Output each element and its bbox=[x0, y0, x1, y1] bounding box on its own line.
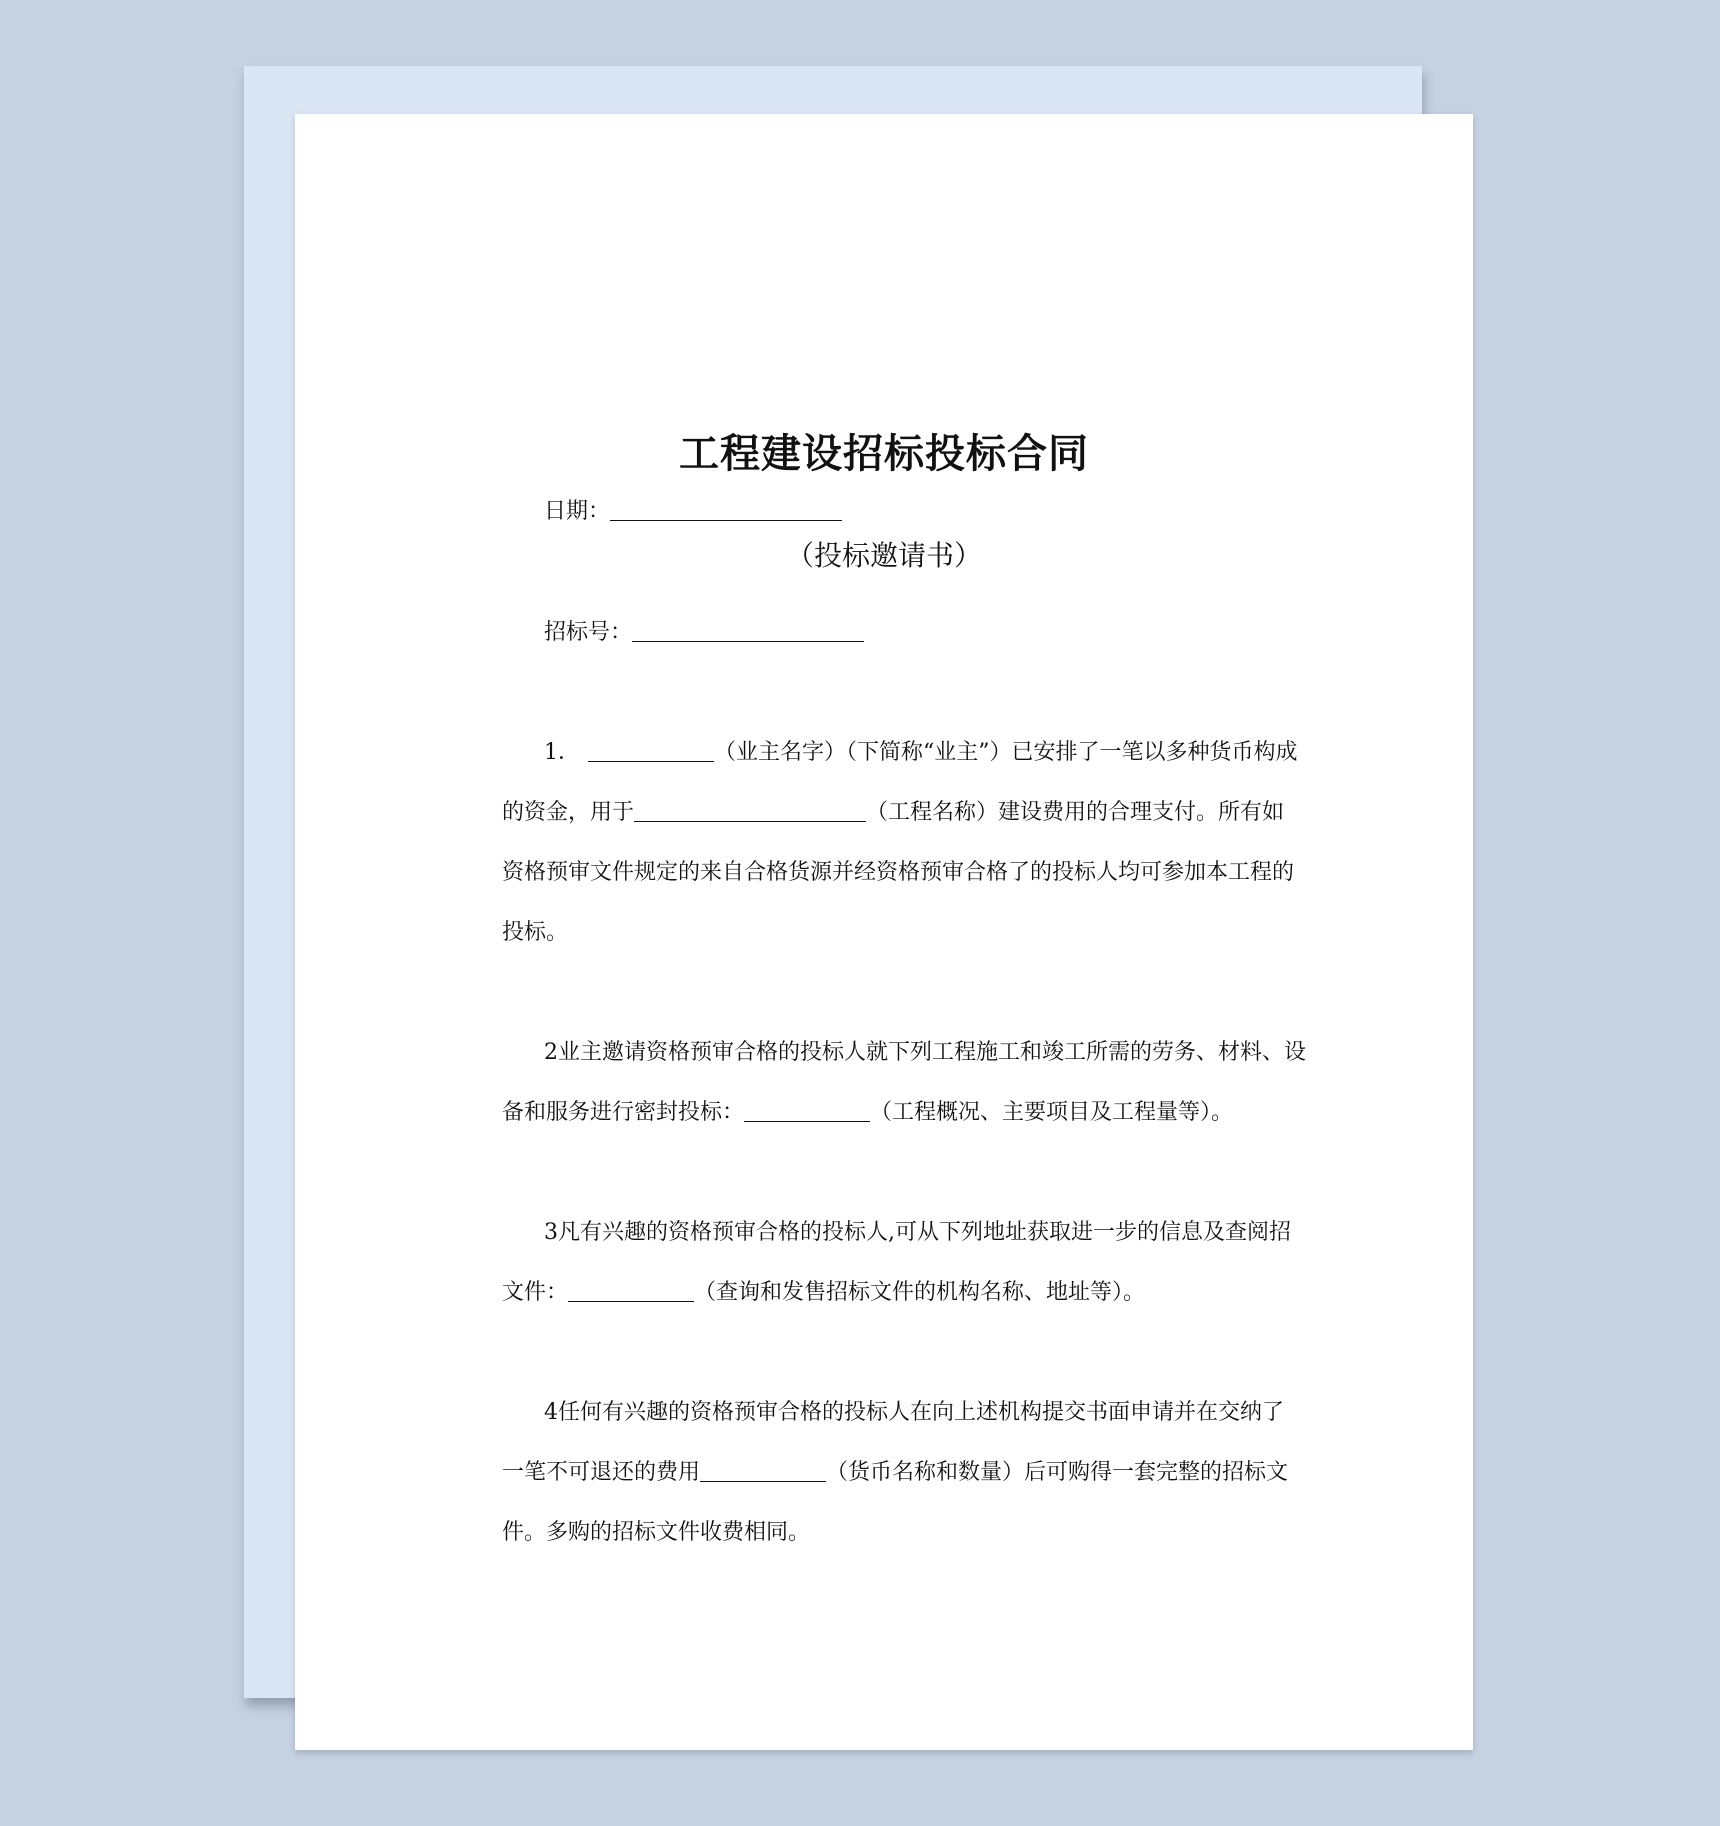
paragraph-3-text-2a: 文件： bbox=[502, 1280, 569, 1305]
paragraph-4-line-1: 4任何有兴趣的资格预审合格的投标人在向上述机构提交书面申请并在交纳了 bbox=[544, 1400, 1284, 1425]
owner-name-blank bbox=[588, 739, 714, 762]
paragraph-1-text-2a: 的资金，用于 bbox=[502, 800, 635, 825]
date-blank bbox=[610, 498, 842, 521]
paragraph-1-line-1 bbox=[544, 738, 1298, 768]
paragraph-4-line-3: 件。多购的招标文件收费相同。 bbox=[502, 1520, 811, 1545]
date-label: 日期： bbox=[544, 499, 611, 524]
project-name-blank bbox=[634, 799, 866, 822]
paragraph-1-prefix: 1． bbox=[544, 740, 580, 765]
institution-blank bbox=[568, 1279, 694, 1302]
paragraph-4-line-2 bbox=[502, 1458, 1288, 1488]
paragraph-2-line-2 bbox=[502, 1098, 1233, 1128]
project-overview-blank bbox=[744, 1099, 870, 1122]
paragraph-1-line-2 bbox=[502, 798, 1284, 828]
tender-number-blank bbox=[632, 619, 864, 642]
date-line bbox=[544, 497, 842, 527]
paragraph-1-text-2b: （工程名称）建设费用的合理支付。所有如 bbox=[866, 800, 1285, 825]
paragraph-2-line-1: 2业主邀请资格预审合格的投标人就下列工程施工和竣工所需的劳务、材料、设 bbox=[544, 1040, 1306, 1065]
fee-blank bbox=[700, 1459, 826, 1482]
paragraph-3-line-1: 3凡有兴趣的资格预审合格的投标人,可从下列地址获取进一步的信息及查阅招 bbox=[544, 1220, 1291, 1245]
tender-number-label: 招标号： bbox=[544, 620, 633, 645]
document-title: 工程建设招标投标合同 bbox=[679, 431, 1089, 477]
paragraph-2-text-2a: 备和服务进行密封投标： bbox=[502, 1100, 745, 1125]
paragraph-4-text-2a: 一笔不可退还的费用 bbox=[502, 1460, 701, 1485]
paragraph-3-line-2 bbox=[502, 1278, 1145, 1308]
paragraph-1-line-3: 资格预审文件规定的来自合格货源并经资格预审合格了的投标人均可参加本工程的 bbox=[502, 860, 1295, 885]
paragraph-1-text-1: （业主名字）（下简称“业主”）已安排了一笔以多种货币构成 bbox=[714, 740, 1298, 765]
paragraph-4-text-2b: （货币名称和数量）后可购得一套完整的招标文 bbox=[826, 1460, 1289, 1485]
document-page bbox=[295, 114, 1473, 1750]
paragraph-1-line-4: 投标。 bbox=[502, 920, 569, 945]
document-subtitle: （投标邀请书） bbox=[785, 539, 982, 572]
paragraph-3-text-2b: （查询和发售招标文件的机构名称、地址等）。 bbox=[694, 1280, 1146, 1305]
paragraph-2-text-2b: （工程概况、主要项目及工程量等）。 bbox=[870, 1100, 1234, 1125]
tender-number-line bbox=[544, 618, 864, 648]
